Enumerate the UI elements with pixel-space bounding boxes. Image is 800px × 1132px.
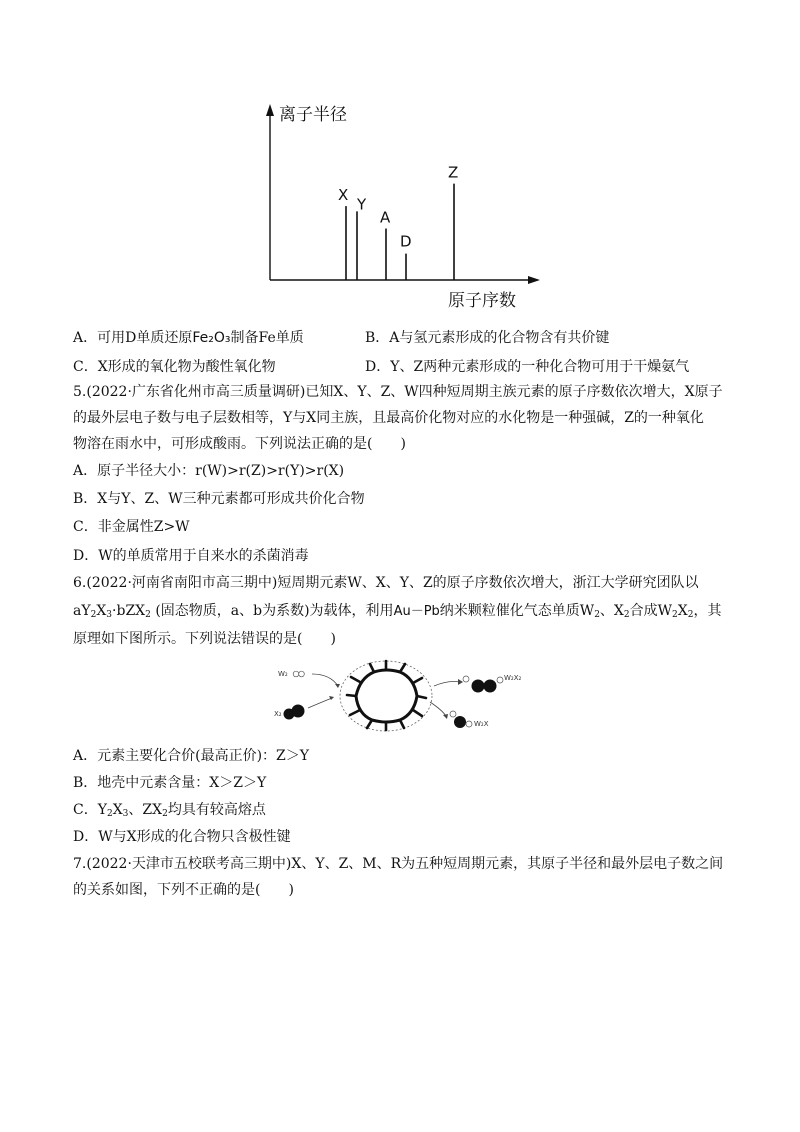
q4-option-d: D．Y、Z两种元素形成的一种化合物可用于干燥氨气 [365, 359, 690, 375]
arrowhead-icon [443, 714, 448, 719]
q6-text: ·bZX [112, 603, 146, 619]
w2x-label: W₂X [474, 720, 489, 728]
subscript: 2 [106, 809, 113, 819]
q5-stem-line1: 5.(2022·广东省化州市高三质量调研)已知X、Y、Z、W四种短周期主族元素的原子序数依次增大，X原子 [73, 384, 723, 400]
q4-option-a [73, 328, 304, 348]
o-atom-icon [454, 716, 466, 728]
q6-text: aY [73, 603, 91, 619]
q5-option-a [73, 459, 344, 483]
q6-text: X [96, 603, 107, 619]
q6-text: (固态物质，a、b为系数)为载体，利用 [150, 603, 394, 619]
q7-stem-line1: 7.(2022·天津市五校联考高三期中)X、Y、Z、M、R为五种短周期元素，其原子半径和最外层电子数之间 [73, 856, 724, 872]
ion-radius-chart [255, 92, 555, 324]
q5-option-c-text: C．非金属性 [73, 519, 154, 535]
subscript: 2 [145, 610, 151, 620]
q4-option-a-text-end: 制备Fe单质 [230, 330, 304, 346]
catalysis-diagram [272, 658, 534, 732]
q4-option-a-text: A．可用D单质还原 [73, 330, 193, 346]
q5-option-a-text: A．原子半径大小： [73, 463, 196, 479]
arrow-in-x2 [308, 698, 332, 708]
subscript: 2 [672, 610, 678, 620]
subscript: 2 [90, 610, 97, 620]
y-axis-arrow [266, 104, 274, 116]
w2x2-label: W₂X₂ [504, 674, 522, 682]
arrow-out-w2x2 [434, 682, 460, 687]
q6-option-c-text: 均具有较高熔点 [167, 802, 266, 818]
h-atom-icon [463, 676, 469, 682]
x2-label: X₂ [274, 710, 282, 718]
bar-label-X: X [338, 186, 349, 205]
h-atom-icon [293, 671, 299, 677]
q6-text: 、X [599, 603, 624, 619]
bar-label-Z: Z [448, 163, 459, 182]
q6-stem-line3: 原理如下图所示。下列说法错误的是( ) [73, 631, 336, 647]
bar-label-Y: Y [357, 195, 367, 214]
q6-text: 纳米颗粒催化气态单质W [439, 603, 595, 619]
catalyst-ring-icon [356, 670, 417, 722]
subscript: 3 [106, 610, 113, 620]
q6-stem-line2 [73, 599, 721, 627]
subscript: 2 [687, 610, 694, 620]
h-atom-icon [466, 721, 472, 727]
bar-label-A: A [380, 208, 391, 227]
arrowhead-icon [335, 684, 340, 688]
q5-option-a-formula: r(W)>r(Z)>r(Y)>r(X) [195, 463, 345, 479]
h-atom-icon [450, 711, 456, 717]
q4-option-c: C．X形成的氧化物为酸性氧化物 [73, 359, 276, 375]
q4-option-b: B．A与氢元素形成的化合物含有共价键 [365, 330, 610, 346]
o-atom-icon [484, 680, 497, 693]
q5-stem-line2: 的最外层电子数与电子层数相等，Y与X同主族，且最高价化物对应的水化物是一种强碱，Z的一种氧化 [73, 410, 704, 426]
q6-option-c [73, 798, 266, 826]
q6-option-c-text: 、ZX [128, 802, 163, 818]
subscript: 2 [594, 610, 600, 620]
arrow-in-w2 [312, 674, 338, 686]
q6-option-d: D．W与X形成的化合物只含极性键 [73, 829, 291, 845]
x-axis-arrow [528, 276, 540, 284]
h-atom-icon [299, 671, 305, 677]
bar-label-D: D [400, 232, 412, 251]
q5-option-c [73, 515, 190, 539]
subscript: 2 [623, 610, 630, 620]
arrowhead-icon [458, 679, 463, 685]
q6-option-b: B．地壳中元素含量：X＞Z＞Y [73, 775, 267, 791]
q5-option-c-formula: Z>W [153, 519, 190, 535]
q6-text: X [677, 603, 688, 619]
q6-option-a: A．元素主要化合价(最高正价)：Z＞Y [73, 748, 310, 764]
o-atom-icon [472, 680, 485, 693]
arrowhead-icon [329, 696, 334, 700]
q6-stem-line1: 6.(2022·河南省南阳市高三期中)短周期元素W、X、Y、Z的原子序数依次增大，浙江大学研究团队以 [73, 575, 699, 591]
au-pb-formula: Au－Pb [393, 604, 440, 619]
subscript: 2 [162, 809, 168, 819]
q6-option-c-text: X [112, 802, 123, 818]
q6-option-c-text: C．Y [73, 802, 107, 818]
q6-text: 合成W [629, 603, 673, 619]
q5-stem-line3: 物溶在雨水中，可形成酸雨。下列说法正确的是( ) [73, 436, 406, 452]
q5-option-d: D．W的单质常用于自来水的杀菌消毒 [73, 548, 309, 564]
y-axis-label: 离子半径 [279, 105, 347, 125]
o-atom-icon [292, 705, 305, 718]
q6-text: ，其 [693, 603, 722, 619]
q5-option-b: B．X与Y、Z、W三种元素都可形成共价化合物 [73, 491, 365, 507]
w2-label: W₂ [278, 670, 288, 678]
subscript: 3 [122, 809, 129, 819]
x-axis-label: 原子序数 [448, 291, 516, 311]
fe2o3-formula: Fe₂O₃ [192, 330, 231, 346]
h-atom-icon [497, 677, 503, 683]
arrow-out-w2x [430, 702, 446, 716]
q7-stem-line2: 的关系如图，下列不正确的是( ) [73, 882, 294, 898]
